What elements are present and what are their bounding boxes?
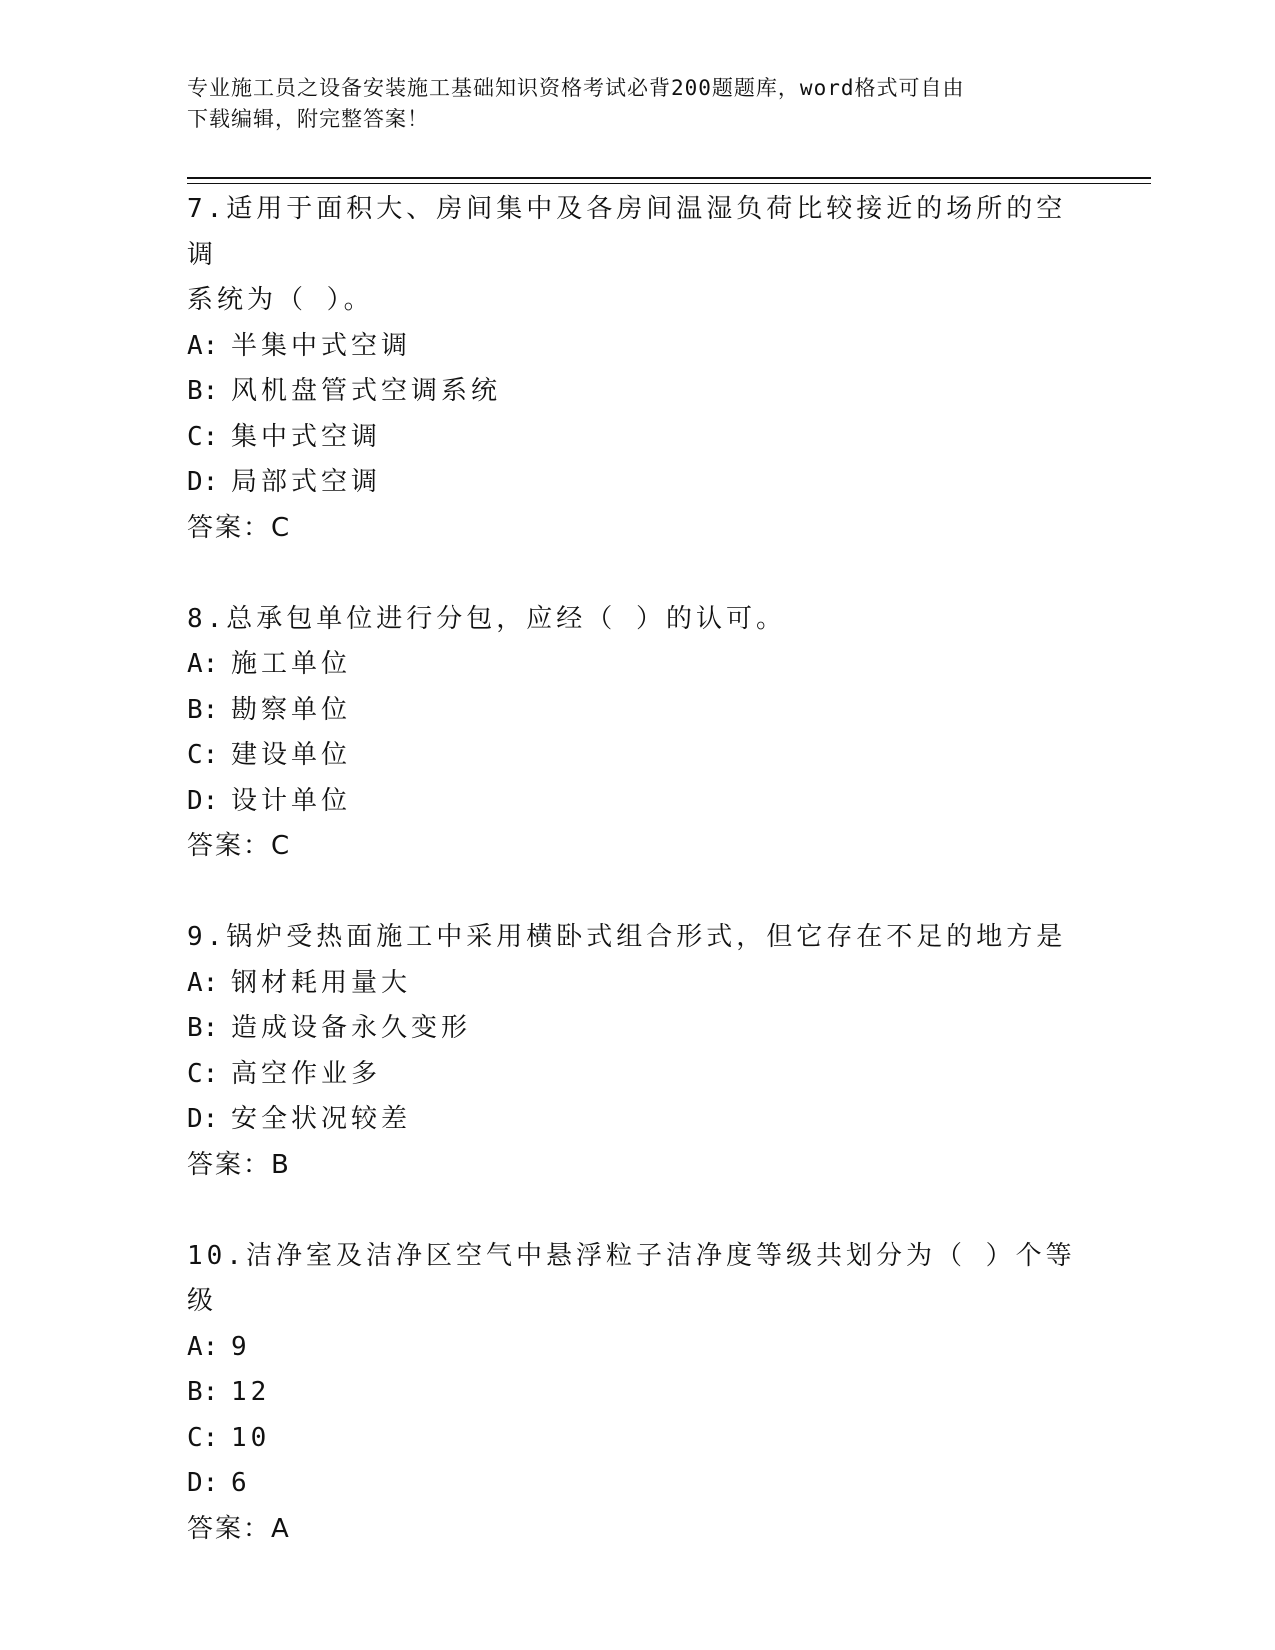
option-b xyxy=(187,1370,1087,1416)
option-text: 设计单位 xyxy=(231,785,352,816)
question-8 xyxy=(187,597,1087,870)
option-text: 10 xyxy=(231,1422,271,1453)
option-label: C: xyxy=(187,740,219,770)
spacer xyxy=(187,870,1087,916)
option-c xyxy=(187,733,1087,779)
option-label: D: xyxy=(187,1468,219,1498)
option-label: D: xyxy=(187,467,219,497)
question-9 xyxy=(187,915,1087,1188)
header-divider-thin xyxy=(187,183,1151,184)
option-d xyxy=(187,1461,1087,1507)
option-c xyxy=(187,415,1087,461)
option-text: 半集中式空调 xyxy=(231,330,412,361)
option-text: 造成设备永久变形 xyxy=(231,1013,472,1043)
option-text: 集中式空调 xyxy=(231,421,382,452)
question-stem: 7.适用于面积大、房间集中及各房间温湿负荷比较接近的场所的空调 xyxy=(187,194,1067,270)
option-text: 局部式空调 xyxy=(231,467,382,497)
header-line-2: 下载编辑，附完整答案！ xyxy=(187,107,429,131)
option-text: 9 xyxy=(231,1331,251,1362)
option-label: A: xyxy=(187,330,219,361)
option-label: A: xyxy=(187,649,219,679)
option-b xyxy=(187,369,1087,415)
document-header xyxy=(187,73,1067,135)
option-label: B: xyxy=(187,376,219,406)
spacer xyxy=(187,1188,1087,1234)
option-text: 高空作业多 xyxy=(231,1058,382,1089)
option-label: C: xyxy=(187,1058,219,1089)
question-stem: 10.洁净室及洁净区空气中悬浮粒子洁净度等级共划分为（ ）个等级 xyxy=(187,1240,1076,1316)
answer: 答案：C xyxy=(187,831,292,861)
option-text: 钢材耗用量大 xyxy=(231,967,412,998)
option-label: B: xyxy=(187,694,219,725)
option-c xyxy=(187,1416,1087,1462)
option-b xyxy=(187,688,1087,734)
option-text: 勘察单位 xyxy=(231,694,352,725)
option-text: 6 xyxy=(231,1468,251,1498)
question-list xyxy=(187,187,1087,1552)
option-label: D: xyxy=(187,785,219,816)
option-a xyxy=(187,1325,1087,1371)
answer: 答案：C xyxy=(187,512,292,543)
option-b xyxy=(187,1006,1087,1052)
option-text: 12 xyxy=(231,1377,271,1407)
answer: 答案：B xyxy=(187,1149,291,1180)
option-label: C: xyxy=(187,1422,219,1453)
option-label: A: xyxy=(187,967,219,998)
question-stem-continued: 系统为（ ）。 xyxy=(187,285,374,315)
option-d xyxy=(187,1097,1087,1143)
option-c xyxy=(187,1052,1087,1098)
option-a xyxy=(187,324,1087,370)
option-label: A: xyxy=(187,1331,219,1362)
option-label: D: xyxy=(187,1104,219,1134)
header-divider-thick xyxy=(187,177,1151,179)
option-a xyxy=(187,961,1087,1007)
option-label: B: xyxy=(187,1377,219,1407)
question-7 xyxy=(187,187,1087,551)
option-label: C: xyxy=(187,421,219,452)
option-a xyxy=(187,642,1087,688)
option-text: 安全状况较差 xyxy=(231,1104,412,1134)
question-10 xyxy=(187,1234,1087,1553)
option-text: 建设单位 xyxy=(231,740,352,770)
question-stem: 9.锅炉受热面施工中采用横卧式组合形式，但它存在不足的地方是 xyxy=(187,922,1067,952)
question-stem: 8.总承包单位进行分包，应经（ ）的认可。 xyxy=(187,603,786,634)
option-text: 施工单位 xyxy=(231,649,352,679)
option-d xyxy=(187,779,1087,825)
header-line-1: 专业施工员之设备安装施工基础知识资格考试必背200题题库，word格式可自由 xyxy=(187,76,965,100)
answer: 答案：A xyxy=(187,1513,291,1544)
option-label: B: xyxy=(187,1013,219,1043)
spacer xyxy=(187,551,1087,597)
option-d xyxy=(187,460,1087,506)
option-text: 风机盘管式空调系统 xyxy=(231,376,502,406)
